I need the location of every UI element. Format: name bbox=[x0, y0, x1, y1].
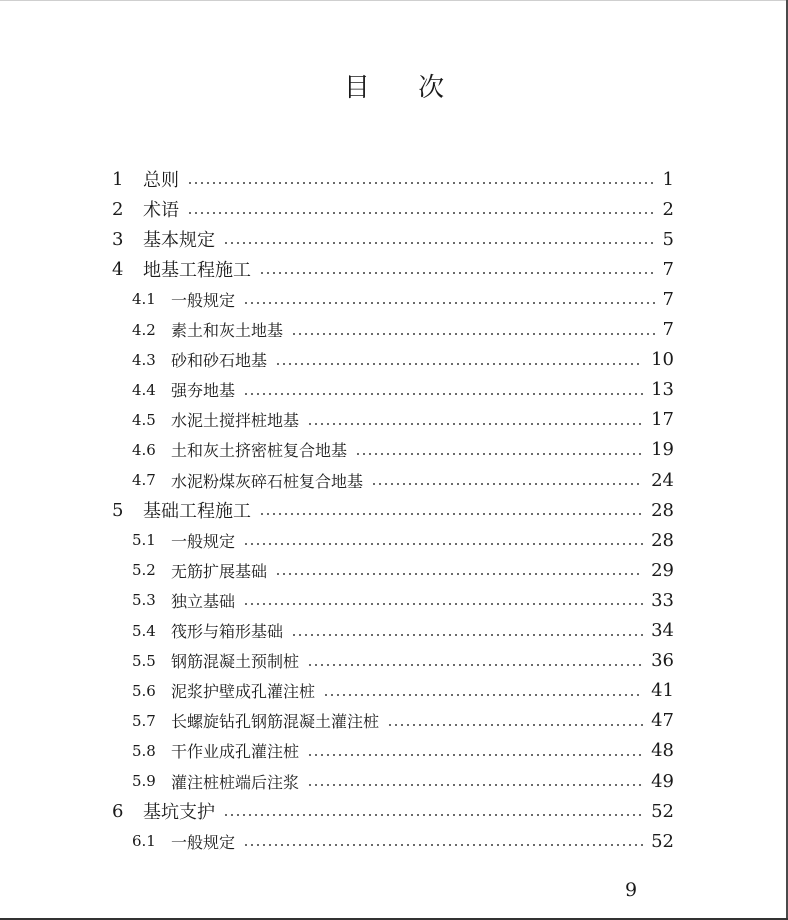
toc-entry-page: 1 bbox=[662, 168, 674, 190]
toc-entry-label: 术语 bbox=[143, 200, 179, 222]
toc-entry-label: 独立基础 bbox=[171, 591, 236, 611]
toc-entry-number: 5.6 bbox=[132, 681, 156, 700]
toc-entry-page: 17 bbox=[651, 409, 674, 431]
toc-entry[interactable] bbox=[132, 677, 674, 705]
toc-entry-page: 28 bbox=[651, 499, 674, 521]
toc-entry-label: 素土和灰土地基 bbox=[171, 321, 284, 340]
toc-entry-page: 33 bbox=[651, 589, 674, 611]
toc-entry-label: 干作业成孔灌注桩 bbox=[171, 742, 300, 762]
toc-entry-number: 5.2 bbox=[132, 561, 156, 580]
toc-entry-number: 4 bbox=[112, 258, 124, 280]
dot-leader bbox=[291, 333, 655, 335]
toc-entry-number: 4.3 bbox=[132, 350, 156, 369]
dot-leader bbox=[307, 664, 643, 666]
dot-leader bbox=[243, 302, 655, 304]
toc-entry-page: 19 bbox=[651, 439, 674, 461]
dot-leader bbox=[223, 242, 655, 244]
toc-entry[interactable] bbox=[112, 496, 674, 524]
toc-entry-page: 2 bbox=[662, 198, 674, 220]
toc-entry-page: 5 bbox=[662, 228, 674, 250]
toc-entry[interactable] bbox=[132, 285, 674, 313]
toc-entry-label: 基本规定 bbox=[143, 230, 215, 252]
toc-entry-number: 4.4 bbox=[132, 380, 156, 399]
dot-leader bbox=[387, 724, 643, 726]
toc-entry[interactable] bbox=[132, 586, 674, 614]
toc-entry-page: 48 bbox=[651, 740, 674, 762]
dot-leader bbox=[187, 182, 655, 184]
toc-entry-number: 3 bbox=[112, 228, 124, 250]
dot-leader bbox=[243, 844, 643, 846]
dot-leader bbox=[307, 754, 643, 756]
toc-entry[interactable] bbox=[132, 466, 674, 494]
toc-entry[interactable] bbox=[132, 767, 674, 795]
dot-leader bbox=[243, 393, 643, 395]
toc-entry-number: 2 bbox=[112, 198, 124, 220]
toc-entry-page: 7 bbox=[662, 288, 674, 310]
toc-entry-page: 10 bbox=[651, 349, 674, 371]
toc-entry-page: 52 bbox=[651, 800, 674, 822]
toc-entry[interactable] bbox=[112, 255, 674, 283]
dot-leader bbox=[291, 634, 643, 636]
toc-entry[interactable] bbox=[132, 827, 674, 855]
toc-entry[interactable] bbox=[132, 526, 674, 554]
toc-entry-label: 基坑支护 bbox=[143, 802, 215, 824]
toc-entry-page: 29 bbox=[651, 559, 674, 581]
dot-leader bbox=[323, 694, 643, 696]
toc-entry[interactable] bbox=[132, 376, 674, 404]
toc-entry-number: 4.6 bbox=[132, 440, 156, 459]
page-number: 9 bbox=[625, 879, 638, 901]
toc-entry-page: 7 bbox=[662, 258, 674, 280]
dot-leader bbox=[243, 543, 643, 545]
toc-entry-label: 土和灰土挤密桩复合地基 bbox=[171, 441, 348, 461]
dot-leader bbox=[259, 513, 643, 515]
dot-leader bbox=[243, 603, 643, 605]
toc-entry-label: 筏形与箱形基础 bbox=[171, 622, 284, 641]
toc-entry-label: 钢筋混凝土预制桩 bbox=[171, 652, 300, 672]
toc-entry-label: 灌注桩桩端后注浆 bbox=[171, 772, 300, 792]
toc-entry-label: 基础工程施工 bbox=[143, 501, 251, 523]
toc-entry-page: 47 bbox=[651, 710, 674, 732]
toc-entry-page: 34 bbox=[651, 620, 674, 641]
toc-entry-label: 泥浆护壁成孔灌注桩 bbox=[171, 682, 316, 702]
toc-entry-number: 6.1 bbox=[132, 832, 156, 851]
toc-entry-label: 强夯地基 bbox=[171, 381, 236, 401]
toc-entry[interactable] bbox=[112, 225, 674, 253]
toc-entry-label: 长螺旋钻孔钢筋混凝土灌注桩 bbox=[171, 712, 380, 732]
toc-entry-label: 地基工程施工 bbox=[143, 260, 251, 282]
toc-entry[interactable] bbox=[112, 195, 674, 223]
toc-entry-label: 一般规定 bbox=[171, 531, 236, 551]
toc-entry[interactable] bbox=[132, 406, 674, 434]
toc-entry[interactable] bbox=[132, 346, 674, 374]
toc-entry[interactable] bbox=[132, 617, 674, 645]
dot-leader bbox=[223, 814, 643, 816]
toc-entry-number: 6 bbox=[112, 800, 124, 822]
toc-entry-page: 49 bbox=[651, 770, 674, 792]
toc-entry-number: 5.7 bbox=[132, 711, 156, 730]
toc-entry-number: 4.7 bbox=[132, 471, 156, 489]
toc-entry-label: 总则 bbox=[143, 170, 179, 191]
toc-entry-page: 36 bbox=[651, 650, 674, 672]
toc-entry-number: 5.9 bbox=[132, 772, 156, 790]
dot-leader bbox=[275, 573, 643, 575]
dot-leader bbox=[259, 272, 655, 274]
toc-entry-label: 一般规定 bbox=[171, 290, 236, 310]
toc-entry[interactable] bbox=[112, 797, 674, 825]
toc-entry-page: 41 bbox=[651, 680, 674, 702]
toc-entry-number: 5.1 bbox=[132, 531, 156, 550]
toc-entry[interactable] bbox=[132, 647, 674, 675]
top-rule bbox=[0, 0, 788, 1]
toc-entry[interactable] bbox=[132, 737, 674, 765]
toc-entry-label: 砂和砂石地基 bbox=[171, 351, 268, 371]
toc-entry-page: 24 bbox=[651, 469, 674, 491]
toc-entry-number: 4.2 bbox=[132, 320, 156, 339]
toc-entry[interactable] bbox=[132, 436, 674, 464]
toc-entry-number: 4.1 bbox=[132, 290, 156, 309]
toc-entry-page: 52 bbox=[651, 830, 674, 852]
dot-leader bbox=[187, 212, 655, 214]
dot-leader bbox=[307, 423, 643, 425]
toc-entry-number: 5.5 bbox=[132, 651, 156, 670]
toc-entry-page: 28 bbox=[651, 529, 674, 551]
page-title: 目 次 bbox=[343, 73, 465, 103]
toc-entry-number: 5.4 bbox=[132, 621, 156, 640]
toc-entry-number: 4.5 bbox=[132, 410, 156, 429]
toc-entry-number: 5 bbox=[112, 499, 124, 521]
toc-entry[interactable] bbox=[132, 707, 674, 735]
toc-entry-label: 水泥土搅拌桩地基 bbox=[171, 411, 300, 431]
toc-entry[interactable] bbox=[132, 316, 674, 344]
toc-entry[interactable] bbox=[112, 165, 674, 193]
dot-leader bbox=[275, 363, 643, 365]
dot-leader bbox=[371, 483, 643, 485]
toc-entry-number: 5.8 bbox=[132, 741, 156, 760]
toc-entry-label: 无筋扩展基础 bbox=[171, 561, 268, 581]
dot-leader bbox=[355, 453, 643, 455]
toc-entry-page: 13 bbox=[651, 379, 674, 401]
dot-leader bbox=[307, 784, 643, 786]
toc-entry-label: 水泥粉煤灰碎石桩复合地基 bbox=[171, 471, 364, 491]
toc-entry[interactable] bbox=[132, 556, 674, 584]
toc-entry-label: 一般规定 bbox=[171, 832, 236, 852]
toc-entry-number: 5.3 bbox=[132, 591, 156, 610]
toc-entry-page: 7 bbox=[662, 319, 674, 340]
toc-entry-number: 1 bbox=[112, 168, 124, 190]
